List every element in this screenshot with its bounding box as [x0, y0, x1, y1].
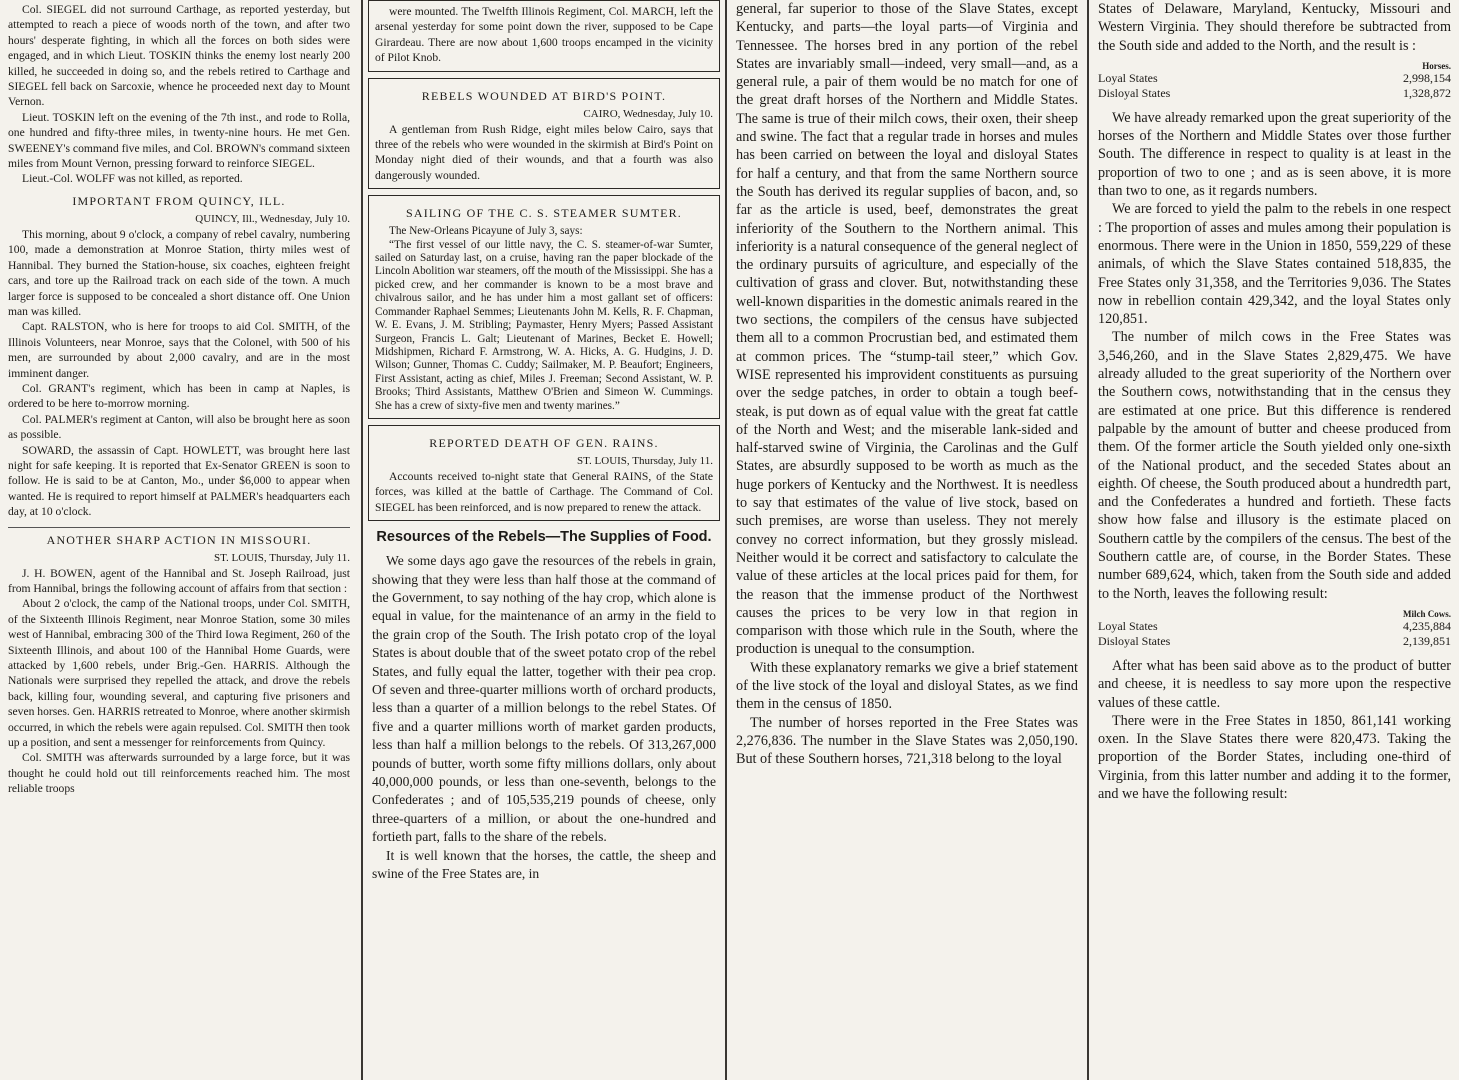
table-value: 2,139,851: [1403, 633, 1451, 648]
article-paragraph: We some days ago gave the resources of the rebels in grain, showing that they were less than half those at the command of the Government, to say nothing of the hay crop, which alone is equal in value, for the maintenance of an army in the field to the grain crop of the South. The Irish potato crop of the loyal States is about double that of the sweet potato crop of the rebel States, and fully equal the latter, together with their pea crop. Of seven and three-quarter millions worth of orchard products, less than a quarter of a million belongs to the rebel States. Of five and a quarter millions worth of market garden products, less than half a million belongs to the rebels. Of 313,267,000 pounds of butter, worth some fifty millions dollars, only about 40,000,000 pounds, or less than one-seventh, belongs to the Confederates ; and of 105,535,219 pounds of cheese, only three-quarters of a million, or about the one-hundred and fortieth part, falls to the share of the rebels.: [372, 553, 716, 845]
table-label: Loyal States: [1098, 618, 1158, 633]
column-1: [0, 0, 360, 1080]
article-headline: IMPORTANT FROM QUINCY, ILL.: [72, 193, 286, 208]
column-2: [364, 0, 724, 1080]
news-box: [368, 195, 720, 419]
dateline: QUINCY, Ill., Wednesday, July 10.: [195, 212, 350, 225]
dateline: ST. LOUIS, Thursday, July 11.: [214, 551, 350, 564]
article-paragraph: A gentleman from Rush Ridge, eight miles below Cairo, says that three of the rebels who were wounded in the skirmish at Bird's Point on Monday night died of their wounds, and that a fourth was also dangerously wounded.: [375, 122, 713, 182]
column-rule: [725, 0, 727, 1080]
milch-cows-table: [1098, 609, 1451, 649]
table-row: [1098, 86, 1451, 101]
article-paragraph: Lieut.-Col. WOLFF was not killed, as reported.: [22, 172, 243, 186]
article-paragraph: This morning, about 9 o'clock, a company of rebel cavalry, numbering 100, made a demonstration at Monroe Station, thirty miles west of Hannibal. They burned the Station-house, six coaches, eighteen freight cars, and tore up the Railroad track on each side of the town. A much larger force is supposed to be concealed a short distance off. One Union man was killed.: [8, 227, 350, 318]
table-value: 4,235,884: [1403, 618, 1451, 633]
article-paragraph: The New-Orleans Picayune of July 3, says:: [389, 225, 583, 238]
article-paragraph: After what has been said above as to the product of butter and cheese, it is needless to say more upon the respective values of these cattle.: [1098, 657, 1451, 711]
column-3: [728, 0, 1086, 1080]
article-paragraph: Accounts received to-night state that General RAINS, of the State forces, was killed at the battle of Carthage. The Command of Col. SIEGEL has been reinforced, and is now prepared to renew the attack.: [375, 469, 713, 514]
table-value: 2,998,154: [1403, 70, 1451, 85]
article-paragraph: Col. PALMER's regiment at Canton, will also be brought here as soon as possible.: [8, 412, 350, 442]
article-paragraph: The number of milch cows in the Free States was 3,546,260, and in the Slave States 2,829,475. We have already alluded to the great superiority of the Northern over the Southern cows, notwithstanding that in the census they are estimated at one price. But this difference is rendered palpable by the amount of butter and cheese produced from them. Of the former article the South yielded only one-sixth of the National product, and the seceded States about an eighth. Of cheese, the South produced about a hundredth part, and the Confederates a hundred and fortieth. These facts show how false and illusory is the estimate placed on Southern cattle by the compilers of the census. The best of the Southern cattle are, of course, in the Border States. These number 689,624, which, taken from the South side and added to the North, leaves the following result:: [1098, 329, 1451, 602]
table-row: [1098, 71, 1451, 86]
editorial-headline: Resources of the Rebels—The Supplies of Food.: [376, 529, 712, 546]
article-paragraph: Lieut. TOSKIN left on the evening of the 7th inst., and rode to Rolla, one hundred and fifty-three miles, in twenty-nine hours. He met Gen. SWEENEY's command five miles, and Col. BROWN's command sixteen miles from Mount Vernon, pressing forward to reinforce SIEGEL.: [8, 110, 350, 171]
article-paragraph: With these explanatory remarks we give a brief statement of the live stock of the loyal and disloyal States, as we find them in the census of 1850.: [736, 659, 1078, 713]
article-paragraph: Col. GRANT's regiment, which has been in camp at Naples, is ordered to be here to-morrow morning.: [8, 381, 350, 411]
dateline: CAIRO, Wednesday, July 10.: [583, 107, 713, 120]
dateline: ST. LOUIS, Thursday, July 11.: [577, 454, 713, 467]
column-rule: [1087, 0, 1089, 1080]
table-header: Horses.: [1422, 60, 1451, 71]
article-headline: ANOTHER SHARP ACTION IN MISSOURI.: [8, 527, 350, 548]
article-paragraph: States of Delaware, Maryland, Kentucky, Missouri and Western Virginia. They should therefore be subtracted from the South side and added to the North, and the result is :: [1098, 1, 1451, 54]
article-paragraph: SOWARD, the assassin of Capt. HOWLETT, was brought here last night for safe keeping. It is reported that Ex-Senator GREEN is soon to follow. He is said to be at Canton, Mo., under $6,000 to appear when wanted. He is required to report himself at PALMER's headquarters each day, at 10 o'clock.: [8, 443, 350, 519]
table-header: Milch Cows.: [1403, 608, 1451, 619]
table-value: 1,328,872: [1403, 85, 1451, 100]
article-paragraph: The number of horses reported in the Free States was 2,276,836. The number in the Slave States was 2,050,190. But of these Southern horses, 721,318 belong to the loyal: [736, 714, 1078, 768]
article-paragraph: Capt. RALSTON, who is here for troops to aid Col. SMITH, of the Illinois Volunteers, near Monroe, says that the Colonel, with 500 of his men, are surrounded by about 2,000 cavalry, and are in the most imminent danger.: [8, 320, 350, 380]
table-row: [1098, 619, 1451, 634]
table-row: [1098, 634, 1451, 649]
article-paragraph: “The first vessel of our little navy, the C. S. steamer-of-war Sumter, sailed on Saturday last, on a cruise, having ran the paper blockade of the Lincoln Abolition war steamers, off the mouth of the Mississippi. She has a picked crew, and her commander is known to be a most brave and chivalrous sailor, and he has under him a most gallant set of officers: Commander Raphael Semmes; Lieutenants John M. Kells, R. F. Chapman, W. E. Evans, J. M. Stribling; Paymaster, Henry Myers; Passed Assistant Surgeon, Francis L. Galt; Lieutenant of Marines, Becket E. Howell; Midshipmen, Richard F. Armstrong, W. A. Hicks, A. G. Hudgins, J. D. Wilson; Gunner, Thomas C. Cuddy; Sailmaker, M. P. Beaufort; Engineers, First Assistant, acting as chief, Miles J. Freeman; Second Assistant, W. P. Brooks; Third Assistants, Matthew O'Brien and Simeon W. Cummings. She has a crew of sixty-five men and twenty marines.”: [375, 238, 713, 412]
table-label: Loyal States: [1098, 70, 1158, 85]
article-headline: SAILING OF THE C. S. STEAMER SUMTER.: [406, 206, 682, 221]
table-label: Disloyal States: [1098, 633, 1171, 648]
article-paragraph: We have already remarked upon the great superiority of the horses of the Northern and Middle States over those further South. The difference in respect to quality is at least in the proportion of two to one ; and as is seen above, it is more than two to one, as it regards numbers.: [1098, 109, 1451, 200]
news-box: [368, 0, 720, 72]
article-paragraph: were mounted. The Twelfth Illinois Regiment, Col. MARCH, left the arsenal yesterday for some point down the river, supposed to be Cape Girardeau. There are now about 1,600 troops encamped in the vicinity of Pilot Knob.: [375, 5, 713, 65]
article-paragraph: We are forced to yield the palm to the rebels in one respect : The proportion of asses and mules among their population is enormous. There were in the Union in 1850, 559,229 of these animals, of which the Slave States contained 518,835, the Free States only 31,358, and the Territories 9,036. The States now in rebellion contain 429,342, and the loyal States only 120,851.: [1098, 201, 1451, 328]
column-rule: [361, 0, 363, 1080]
article-paragraph: Col. SMITH was afterwards surrounded by a large force, but it was thought he could hold out till reinforcements reached him. The most reliable troops: [8, 751, 350, 796]
news-box: [368, 78, 720, 190]
article-paragraph: There were in the Free States in 1850, 861,141 working oxen. In the Slave States there were 820,473. Taking the proportion of the Border States, including one-third of Virginia, from this latter number and adding it to the former, and we have the following result:: [1098, 712, 1451, 802]
article-headline: REPORTED DEATH OF GEN. RAINS.: [429, 435, 659, 450]
article-paragraph: general, far superior to those of the Slave States, except Kentucky, and parts—the loyal parts—of Virginia and Tennessee. The horses bred in any portion of the rebel States are invariably small—indeed, very small—and, as a general rule, a pair of them would be no match for one of the great draft horses of the Northern and Middle States. The same is true of their milch cows, their oxen, their sheep and swine. The fact that a regular trade in horses and mules has been carried on between the loyal and disloyal States for half a century, and that from the same Northern source the South has derived its regular supplies of bacon, and, so far as the article is used, beef, demonstrates the great inferiority of the Southern to the Northern animal. This inferiority is a natural consequence of the general neglect of the ordinary pursuits of agriculture, and especially of the cultivation of grass and clover. But, notwithstanding these well-known disparities in the domestic animals reared in the two sections, the compilers of the census have subjected them all to a common Procrustian bed, and estimated them at common prices. The “stump-tail steer,” which Gov. WISE represented his improvident constituents as pursuing over the sedge patches, in order to obtain a tough beef-steak, is put down as of equal value with the great fat cattle of the North and West; and the miserable lank-sided and half-starved swine of Virginia, the Carolinas and the Gulf States, are absurdly supposed to be worth as much as the huge porkers of Kentucky and the Northwest. It is needless to say that estimates of the value of live stock, based on such premises, are worse than useless. They not merely convey no correct information, but they grossly mislead. Neither would it be correct and satisfactory to calculate the value of these articles at the local prices paid for them, for the reason that the immense product of the Northwest causes the prices to be very low in that region in comparison with those which rule in the South, where the production is unequal to the consumption.: [736, 1, 1078, 658]
table-label: Disloyal States: [1098, 85, 1171, 100]
article-paragraph: About 2 o'clock, the camp of the National troops, under Col. SMITH, of the Sixteenth Illinois Regiment, near Monroe Station, some 30 miles west of Hannibal, embracing 300 of the Third Iowa Regiment, 260 of the Sixteenth Illinois, and about 100 of the Hannibal Home Guards, were attacked by 1,600 rebels, under Brig.-Gen. HARRIS. Although the Nationals were surprised they repelled the attack, and drove the rebels back, killing four, wounding several, and capturing five prisoners and seven horses. Gen. HARRIS retreated to Monroe, where another skirmish occurred, in which the rebels were again repulsed. Col. SMITH then took up a position, and sent a messenger for reinforcements from Quincy.: [8, 597, 350, 750]
article-paragraph: Col. SIEGEL did not surround Carthage, as reported yesterday, but attempted to reach a piece of woods north of the town, and after two hours' desperate fighting, in which all the forces on both sides were engaged, and in which Lieut. TOSKIN thinks the enemy lost nearly 200 killed, he succeeded in doing so, and the rebels retired to Carthage and SIEGEL fell back on Sarcoxie, whence he proceeded next day to Mount Vernon.: [8, 3, 350, 109]
horses-table: [1098, 61, 1451, 101]
article-headline: REBELS WOUNDED AT BIRD'S POINT.: [421, 88, 667, 103]
article-paragraph: J. H. BOWEN, agent of the Hannibal and St. Joseph Railroad, just from Hannibal, brings the following account of affairs from that section :: [8, 566, 350, 595]
news-box: [368, 425, 720, 521]
article-paragraph: It is well known that the horses, the cattle, the sheep and swine of the Free States are, in: [372, 847, 716, 882]
column-4: [1090, 0, 1459, 1080]
